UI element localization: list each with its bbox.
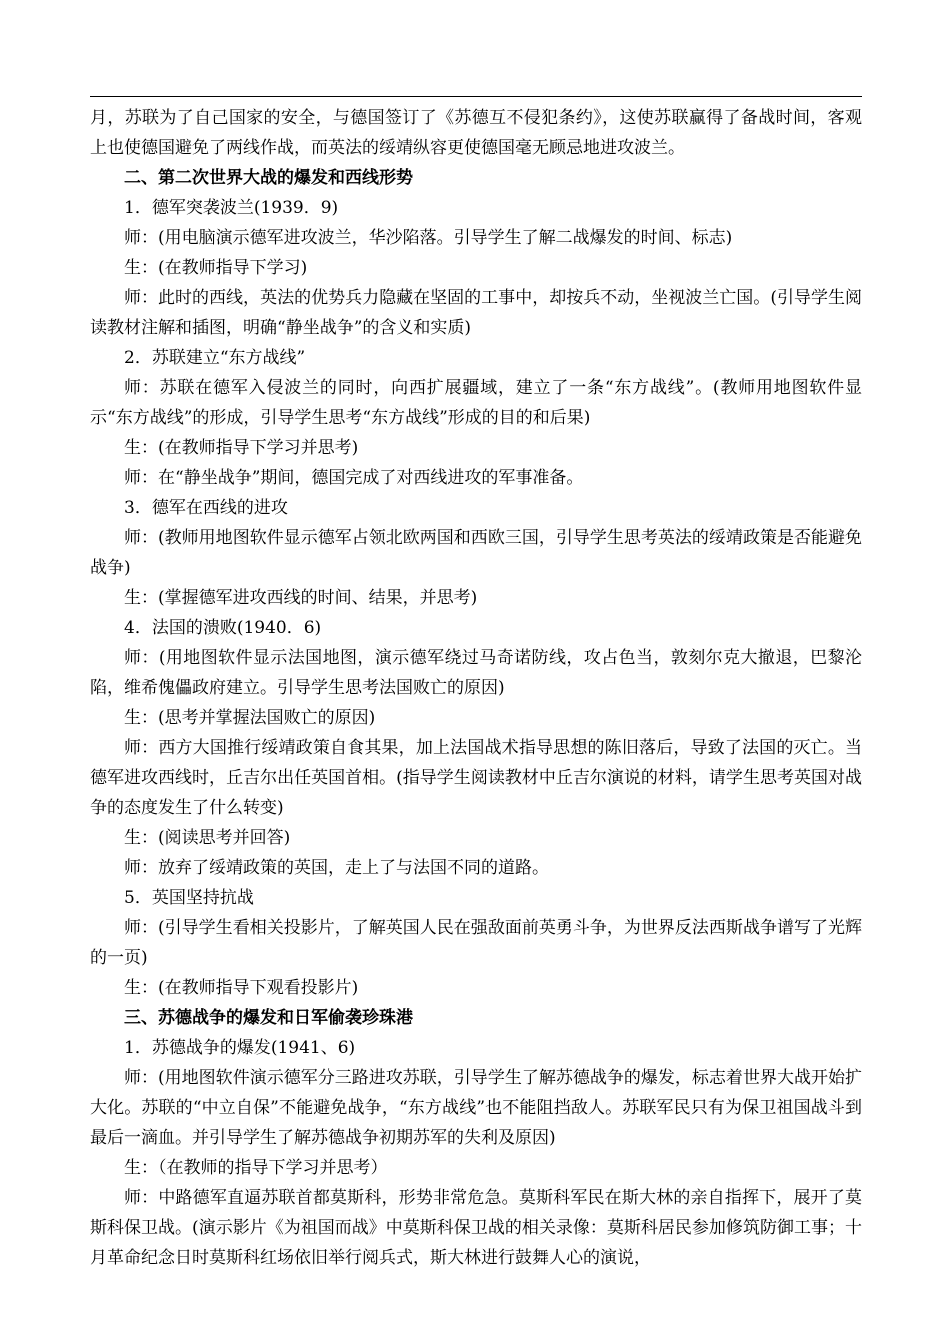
paragraph: 1．苏德战争的爆发(1941、6) <box>124 1038 356 1058</box>
paragraph: 师：(引导学生看相关投影片，了解英国人民在强敌面前英勇斗争，为世界反法西斯战争谱写了光辉的一页) <box>90 918 862 968</box>
section-heading: 三、苏德战争的爆发和日军偷袭珍珠港 <box>124 1008 413 1028</box>
paragraph: 师：放弃了绥靖政策的英国，走上了与法国不同的道路。 <box>124 858 549 878</box>
paragraph: 生：（在教师的指导下学习并思考） <box>124 1158 388 1178</box>
paragraph: 生：(在教师指导下学习并思考) <box>124 438 359 458</box>
paragraph: 师：中路德军直逼苏联首都莫斯科，形势非常危急。莫斯科军民在斯大林的亲自指挥下，展开了莫斯科保卫战。(演示影片《为祖国而战》中莫斯科保卫战的相关录像：莫斯科居民参加修筑防御工事；十月革命纪念日时莫斯科红场依旧举行阅兵式，斯大林进行鼓舞人心的演说， <box>90 1188 862 1268</box>
paragraph: 师：(用地图软件显示法国地图，演示德军绕过马奇诺防线，攻占色当，敦刻尔克大撤退，巴黎沦陷，维希傀儡政府建立。引导学生思考法国败亡的原因) <box>90 648 862 698</box>
paragraph: 师：苏联在德军入侵波兰的同时，向西扩展疆域，建立了一条“东方战线”。(教师用地图软件显示“东方战线”的形成，引导学生思考“东方战线”形成的目的和后果) <box>90 378 862 428</box>
paragraph: 生：(思考并掌握法国败亡的原因) <box>124 708 376 728</box>
paragraph: 师：西方大国推行绥靖政策自食其果，加上法国战术指导思想的陈旧落后，导致了法国的灭亡。当德军进攻西线时，丘吉尔出任英国首相。(指导学生阅读教材中丘吉尔演说的材料，请学生思考英国对战争的态度发生了什么转变) <box>90 738 862 818</box>
paragraph: 生：(在教师指导下观看投影片) <box>124 978 359 998</box>
paragraph: 生：(掌握德军进攻西线的时间、结果，并思考) <box>124 588 478 608</box>
paragraph: 生：(阅读思考并回答) <box>124 828 291 848</box>
paragraph: 师：在“静坐战争”期间，德国完成了对西线进攻的军事准备。 <box>124 468 584 488</box>
document-body <box>90 103 862 1273</box>
paragraph: 3．德军在西线的进攻 <box>124 498 288 518</box>
paragraph: 师：此时的西线，英法的优势兵力隐藏在坚固的工事中，却按兵不动，坐视波兰亡国。(引导学生阅读教材注解和插图，明确“静坐战争”的含义和实质) <box>90 288 862 338</box>
paragraph: 师：(用电脑演示德军进攻波兰，华沙陷落。引导学生了解二战爆发的时间、标志) <box>124 228 733 248</box>
paragraph: 生：(在教师指导下学习) <box>124 258 308 278</box>
document-page <box>90 96 862 1273</box>
paragraph: 月，苏联为了自己国家的安全，与德国签订了《苏德互不侵犯条约》，这使苏联赢得了备战时间，客观上也使德国避免了两线作战，而英法的绥靖纵容更使德国毫无顾忌地进攻波兰。 <box>90 108 862 158</box>
paragraph: 师：(用地图软件演示德军分三路进攻苏联，引导学生了解苏德战争的爆发，标志着世界大战开始扩大化。苏联的“中立自保”不能避免战争，“东方战线”也不能阻挡敌人。苏联军民只有为保卫祖国战斗到最后一滴血。并引导学生了解苏德战争初期苏军的失利及原因) <box>90 1068 862 1148</box>
paragraph: 1．德军突袭波兰(1939．9) <box>124 198 339 218</box>
section-heading: 二、第二次世界大战的爆发和西线形势 <box>124 168 413 188</box>
paragraph: 2．苏联建立“东方战线” <box>124 348 306 368</box>
header-rule <box>90 96 862 97</box>
paragraph: 师：(教师用地图软件显示德军占领北欧两国和西欧三国，引导学生思考英法的绥靖政策是否能避免战争) <box>90 528 862 578</box>
paragraph: 5．英国坚持抗战 <box>124 888 254 908</box>
paragraph: 4．法国的溃败(1940．6) <box>124 618 322 638</box>
